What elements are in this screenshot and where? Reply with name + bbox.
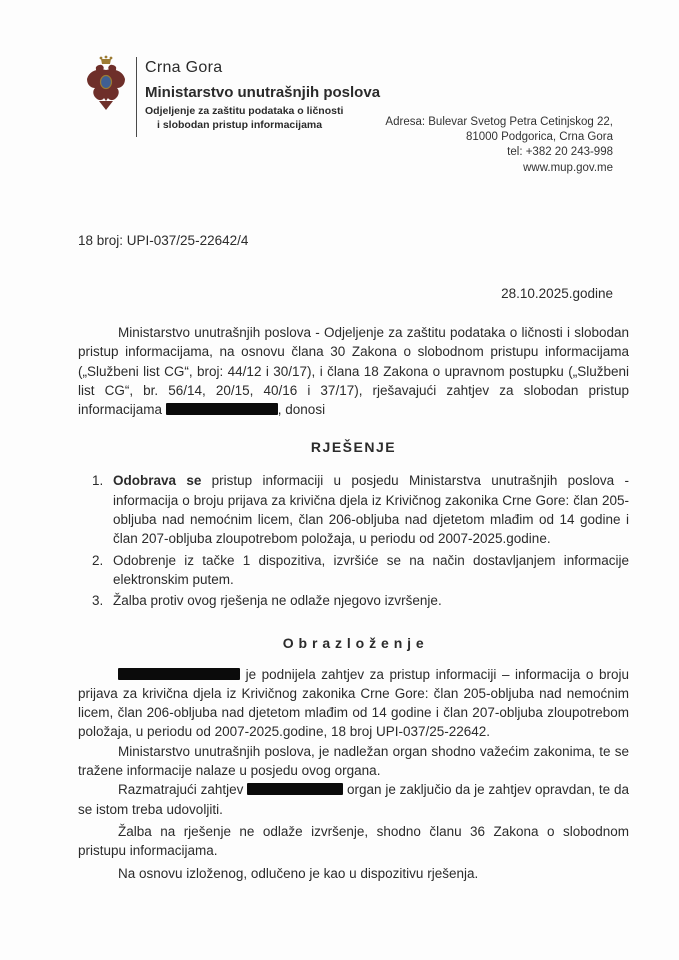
item-lead-bold: Odobrava se: [113, 473, 202, 489]
address-line-1: Adresa: Bulevar Svetog Petra Cetinjskog 22,: [385, 116, 613, 128]
explanation-paragraph-2: Ministarstvo unutrašnjih poslova, je nadležan organ shodno važećim zakonima, te se tražene informacije nalaze u posjedu ovog organa.: [78, 743, 629, 779]
item-number: 2.: [92, 552, 104, 568]
redaction-bar: [166, 403, 278, 415]
letterhead-divider: [136, 57, 137, 137]
decision-title: RJEŠENJE: [310, 439, 397, 456]
explanation-p1-text: je podnijela zahtjev za pristup informaciji – informacija o broju prijava za krivična djela iz Krivičnog zakonika Crne Gore: član 205-obljuba nad nemoćnim licem, član 206-obljuba nad djetetom mlađim od 14 godine i član 207-obljuba zloupotrebom položaja, u periodu od 2007-2025.godine, 18 broj UPI-037/25-22642.: [78, 666, 629, 740]
decision-item-1: [92, 471, 629, 548]
redaction-bar: [247, 783, 343, 795]
website-url: www.mup.gov.me: [523, 161, 613, 174]
address-block: [385, 115, 613, 176]
address-line-2: 81000 Podgorica, Crna Gora: [465, 131, 613, 144]
intro-paragraph: [78, 323, 629, 419]
explanation-paragraph-1: [78, 665, 629, 742]
intro-text-after: , donosi: [277, 402, 326, 418]
ministry-name: Ministarstvo unutrašnjih poslova: [145, 84, 381, 101]
redaction-bar: [118, 668, 240, 680]
montenegro-coat-of-arms-icon: [84, 55, 128, 113]
explanation-paragraph-4: Žalba na rješenje ne odlaže izvršenje, shodno članu 36 Zakona o slobodnom pristupu informacijama.: [78, 823, 629, 859]
letterhead: [78, 55, 629, 177]
decision-item-2: [92, 551, 629, 590]
document-number: 18 broj: UPI-037/25-22642/4: [78, 233, 249, 248]
department-line-2: i slobodan pristup informacijama: [157, 119, 323, 132]
item-number: 3.: [92, 593, 104, 609]
department-line-1: Odjeljenje za zaštitu podataka o ličnosti: [145, 105, 344, 117]
explanation-title: O b r a z l o ž e n j e: [282, 634, 425, 651]
intro-text: Ministarstvo unutrašnjih poslova - Odjeljenje za zaštitu podataka o ličnosti i slobodan pristup informacijama, na osnovu člana 30 Zakona o slobodnom pristupu informacijama („Službeni list CG“, broj: 44/12 i 30/17), i člana 18 Zakona o upravnom postupku („Službeni list CG“, br. 56/14, 20/15, 40/16 i 37/17), rješavajući zahtjev za slobodan pristup informacijama: [78, 325, 629, 418]
address-line-3: tel: +382 20 243-998: [507, 146, 613, 159]
explanation-p3-text: Razmatrajući zahtjev: [118, 782, 248, 798]
document-date: 28.10.2025.godine: [501, 286, 613, 301]
explanation-p3-text-after: organ je zaključio da je zahtjev opravdan, te da se istom treba udovoljiti.: [78, 782, 629, 817]
item-text: Žalba protiv ovog rješenja ne odlaže njegovo izvršenje.: [113, 593, 442, 609]
item-text: [113, 471, 629, 548]
decision-list: [78, 471, 629, 610]
document-content: [78, 55, 629, 883]
ministry-block: [145, 55, 380, 132]
item-text: Odobrenje iz tačke 1 dispozitiva, izvršiće se na način dostavljanjem informacije elektronskim putem.: [113, 552, 629, 587]
item-text-rest: pristup informaciji u posjedu Ministarstva unutrašnjih poslova - informacija o broju prijava za krivična djela iz Krivičnog zakonika Crne Gore: član 205-obljuba nad nemoćnim licem, član 206-obljuba nad djetetom mlađim od 14 godine i član 207-obljuba zloupotrebom položaja, u periodu od 2007-2025.godine.: [113, 473, 629, 547]
item-number: 1.: [92, 473, 104, 489]
explanation-paragraph-5: Na osnovu izloženog, odlučeno je kao u dispozitivu rješenja.: [118, 865, 479, 881]
country-name: Crna Gora: [145, 59, 223, 76]
explanation-paragraph-3: [78, 780, 629, 819]
decision-item-3: [92, 591, 629, 610]
